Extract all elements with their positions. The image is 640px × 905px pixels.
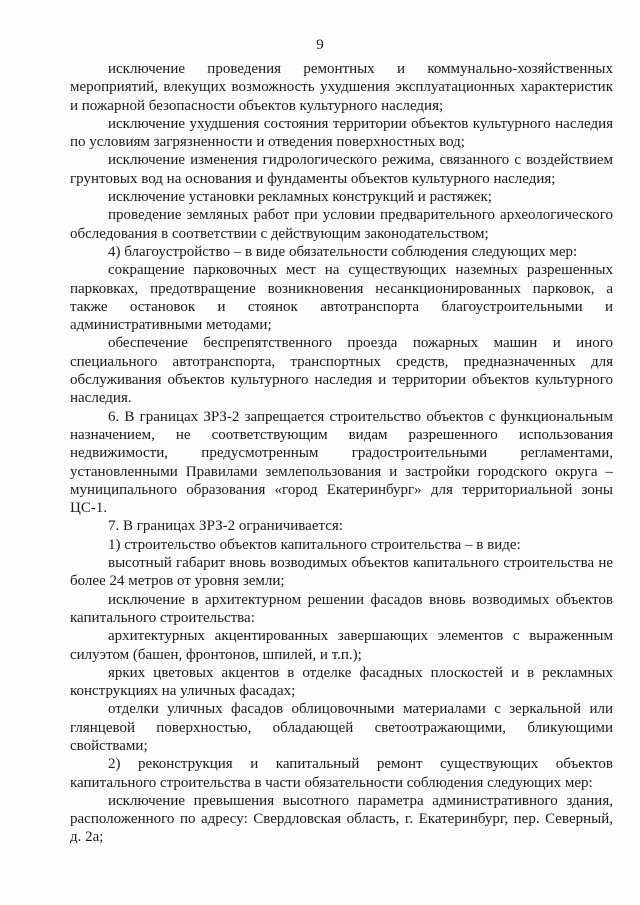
paragraph: сокращение парковочных мест на существующих наземных разрешенных парковках, предотвращение возникновения несанкционированных парковок, а также остановок и стоянок автотранспорта благоустроительными и административными методами; — [70, 262, 613, 334]
paragraph: исключение ухудшения состояния территории объектов культурного наследия по условиям загрязненности и отведения поверхностных вод; — [70, 115, 613, 151]
page-number: 9 — [316, 37, 324, 53]
document-body — [70, 60, 613, 847]
paragraph: 4) благоустройство – в виде обязательности соблюдения следующих мер: — [108, 243, 578, 260]
paragraph: архитектурных акцентированных завершающих элементов с выраженным силуэтом (башен, фронтонов, шпилей, и т.п.); — [70, 628, 613, 663]
paragraph: отделки уличных фасадов облицовочными материалами с зеркальной или глянцевой поверхностью, обладающей светоотражающими, бликующими свойствами; — [70, 701, 613, 754]
paragraph: исключение превышения высотного параметра административного здания, расположенного по адресу: Свердловская область, г. Екатеринбург, пер. Северный, д. 2а; — [70, 792, 613, 846]
paragraph: 1) строительство объектов капитального строительства – в виде: — [108, 536, 521, 553]
paragraph: исключение изменения гидрологического режима, связанного с воздействием грунтовых вод на основания и фундаменты объектов культурного наследия; — [70, 152, 613, 187]
paragraph: 7. В границах ЗРЗ-2 ограничивается: — [108, 518, 343, 535]
paragraph: исключение в архитектурном решении фасадов вновь возводимых объектов капитального строительства: — [70, 591, 613, 626]
paragraph: проведение земляных работ при условии предварительного археологического обследования в соответствии с действующим законодательством; — [70, 207, 613, 242]
paragraph: ярких цветовых акцентов в отделке фасадных плоскостей и в рекламных конструкциях на уличных фасадах; — [70, 664, 613, 700]
paragraph: обеспечение беспрепятственного проезда пожарных машин и иного специального автотранспорта, транспортных средств, предназначенных для обслуживания объектов культурного наследия и территории объектов культурного наследия. — [70, 335, 613, 407]
paragraph: исключение установки рекламных конструкций и растяжек; — [108, 189, 492, 206]
paragraph: высотный габарит вновь возводимых объектов капитального строительства не более 24 метров от уровня земли; — [70, 555, 613, 590]
paragraph: 6. В границах ЗРЗ-2 запрещается строительство объектов с функциональным назначением, не соответствующим видам разрешенного использования недвижимости, предусмотренным градостроительными регламентами, установленными Правилами землепользования и застройки городского округа – муниципального образования «город Екатеринбург» для территориальной зоны ЦС-1. — [70, 408, 613, 517]
paragraph: исключение проведения ремонтных и коммунально-хозяйственных мероприятий, влекущих возможность ухудшения эксплуатационных характеристик и пожарной безопасности объектов культурного наследия; — [70, 61, 613, 114]
paragraph: 2) реконструкция и капитальный ремонт существующих объектов капитального строительства в части обязательности соблюдения следующих мер: — [70, 756, 613, 791]
